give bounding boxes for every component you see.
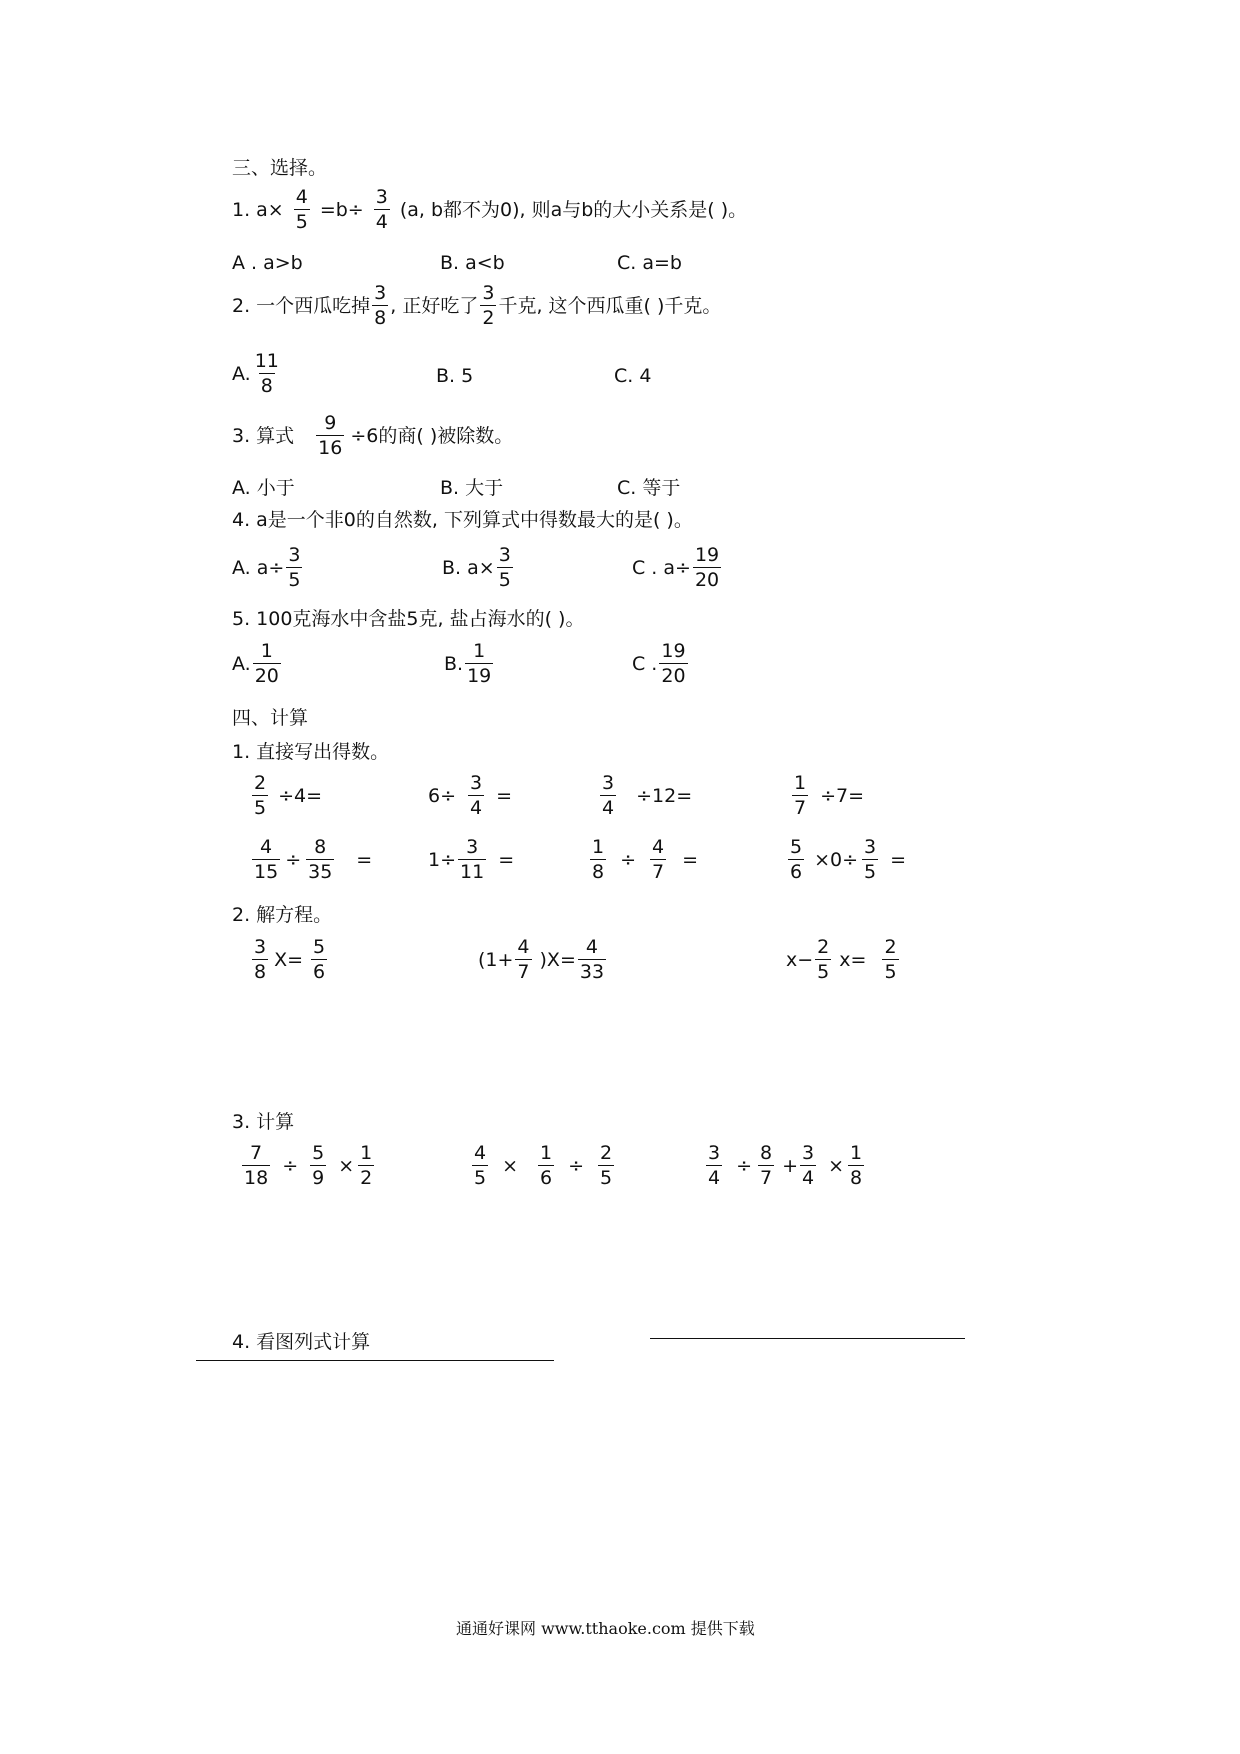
q5-option-c-label: C . [632, 652, 658, 675]
mental-calc-7 [588, 836, 698, 883]
operator: + [782, 1154, 799, 1177]
fraction [882, 936, 898, 983]
question-5: 5. 100克海水中含盐5克, 盐占海水的( )。 [232, 608, 585, 630]
expression-head: 1÷ [428, 848, 457, 871]
fraction [800, 1142, 816, 1189]
fraction [311, 936, 327, 983]
numerator: 4 [517, 936, 530, 958]
numerator: 3 [374, 282, 387, 304]
question-4: 4. a是一个非0的自然数, 下列算式中得数最大的是( )。 [232, 509, 693, 531]
numerator: 8 [760, 1142, 773, 1164]
fraction [310, 1142, 326, 1189]
denominator: 8 [850, 1167, 863, 1189]
fraction [815, 936, 831, 983]
part-4-title: 4. 看图列式计算 [232, 1331, 371, 1353]
denominator: 5 [498, 569, 511, 591]
numerator: 3 [470, 772, 483, 794]
fraction [515, 936, 531, 983]
expression-tail: = [356, 848, 373, 871]
q2-fraction-2 [480, 282, 496, 329]
denominator: 5 [288, 569, 301, 591]
question-3 [232, 412, 513, 459]
numerator: 3 [375, 186, 388, 208]
q4-option-c-label: C . a÷ [632, 556, 691, 579]
operator: ÷ [736, 1154, 753, 1177]
section-3-title: 三、选择。 [232, 157, 328, 179]
denominator: 2 [482, 307, 495, 329]
q2-option-b: B. 5 [436, 365, 474, 387]
denominator: 4 [375, 211, 388, 233]
q4-option-a-fraction [286, 544, 302, 591]
q1-prefix: 1. a× [232, 198, 284, 221]
numerator: 19 [694, 544, 720, 566]
q4-option-b-label: B. a× [442, 556, 495, 579]
calc-3 [704, 1142, 866, 1189]
part-1-title: 1. 直接写出得数。 [232, 741, 390, 763]
denominator: 8 [254, 961, 267, 983]
q2-prefix: 2. 一个西瓜吃掉 [232, 294, 371, 317]
fraction [578, 936, 606, 983]
fraction [706, 1142, 722, 1189]
q5-option-a-label: A. [232, 652, 251, 675]
part-2-title: 2. 解方程。 [232, 904, 333, 926]
q1-option-b: B. a<b [440, 252, 505, 274]
equation-1 [250, 936, 329, 983]
q5-option-a-fraction [253, 640, 281, 687]
q4-option-b-fraction [497, 544, 513, 591]
diagram-line-left [196, 1360, 554, 1361]
q2-suffix: 千克, 这个西瓜重( )千克。 [498, 294, 722, 317]
operator: × [502, 1154, 519, 1177]
q5-option-b-label: B. [444, 652, 464, 675]
numerator: 2 [884, 936, 897, 958]
fraction [458, 836, 486, 883]
fraction [252, 936, 268, 983]
q5-option-c-fraction [659, 640, 687, 687]
operator: ÷ [285, 848, 302, 871]
denominator: 5 [295, 211, 308, 233]
denominator: 20 [694, 569, 720, 591]
operator: × [338, 1154, 355, 1177]
mental-calc-4 [790, 772, 864, 819]
denominator: 5 [254, 797, 267, 819]
q2-fraction-1 [372, 282, 388, 329]
fraction [468, 772, 484, 819]
q4-option-c [632, 544, 723, 591]
denominator: 9 [312, 1167, 325, 1189]
q3-option-a: A. 小于 [232, 477, 295, 499]
denominator: 5 [864, 861, 877, 883]
numerator: 3 [708, 1142, 721, 1164]
mental-calc-3 [598, 772, 692, 819]
denominator: 8 [592, 861, 605, 883]
operator: ÷ [620, 848, 637, 871]
numerator: 4 [652, 836, 665, 858]
footer-text: 通通好课网 www.tthaoke.com 提供下载 [456, 1619, 755, 1638]
denominator: 4 [470, 797, 483, 819]
part-3-title: 3. 计算 [232, 1111, 295, 1133]
q5-option-c [632, 640, 690, 687]
numerator: 3 [602, 772, 615, 794]
numerator: 8 [314, 836, 327, 858]
numerator: 1 [794, 772, 807, 794]
fraction [598, 1142, 614, 1189]
numerator: 1 [473, 640, 486, 662]
diagram-line-right [650, 1338, 965, 1339]
denominator: 8 [260, 375, 273, 397]
q4-option-a [232, 544, 304, 591]
numerator: 3 [802, 1142, 815, 1164]
denominator: 35 [308, 861, 333, 883]
calc-2 [470, 1142, 616, 1189]
fraction [358, 1142, 374, 1189]
fraction [650, 836, 666, 883]
numerator: 9 [324, 412, 337, 434]
calc-1 [240, 1142, 376, 1189]
equation-head: x− [786, 948, 814, 971]
q4-option-c-fraction [693, 544, 721, 591]
numerator: 11 [254, 350, 279, 372]
mental-calc-5 [250, 836, 372, 883]
equation-middle: x= [839, 948, 867, 971]
numerator: 7 [250, 1142, 263, 1164]
numerator: 1 [540, 1142, 553, 1164]
denominator: 4 [602, 797, 615, 819]
numerator: 3 [482, 282, 495, 304]
expression-tail: = [496, 784, 513, 807]
denominator: 33 [579, 961, 605, 983]
q5-option-b-fraction [465, 640, 493, 687]
denominator: 5 [884, 961, 897, 983]
q1-middle: =b÷ [319, 198, 364, 221]
equation-2 [478, 936, 608, 983]
numerator: 2 [817, 936, 830, 958]
equation-middle: X= [274, 948, 304, 971]
fraction [252, 772, 268, 819]
numerator: 2 [254, 772, 267, 794]
question-2 [232, 282, 721, 329]
numerator: 3 [288, 544, 301, 566]
denominator: 6 [790, 861, 803, 883]
denominator: 4 [802, 1167, 815, 1189]
q3-prefix: 3. 算式 [232, 424, 295, 447]
fraction [848, 1142, 864, 1189]
denominator: 6 [540, 1167, 553, 1189]
denominator: 2 [360, 1167, 373, 1189]
denominator: 16 [318, 437, 343, 459]
denominator: 20 [661, 665, 686, 687]
fraction [792, 772, 808, 819]
expression-tail: ÷12= [636, 784, 693, 807]
operator: ÷ [282, 1154, 299, 1177]
q5-option-a [232, 640, 283, 687]
fraction [252, 836, 280, 883]
q2-option-a-label: A. [232, 362, 251, 385]
section-4-title: 四、计算 [232, 707, 309, 729]
numerator: 2 [600, 1142, 613, 1164]
q1-fraction-2 [374, 186, 390, 233]
numerator: 4 [474, 1142, 487, 1164]
operator: × [828, 1154, 845, 1177]
denominator: 15 [254, 861, 279, 883]
denominator: 5 [600, 1167, 613, 1189]
operator: ÷ [568, 1154, 585, 1177]
q3-option-c: C. 等于 [617, 477, 681, 499]
denominator: 4 [708, 1167, 721, 1189]
numerator: 3 [498, 544, 511, 566]
numerator: 3 [864, 836, 877, 858]
q1-suffix: (a, b都不为0), 则a与b的大小关系是( )。 [399, 198, 748, 221]
q2-option-a [232, 350, 283, 397]
q3-option-b: B. 大于 [440, 477, 504, 499]
fraction [590, 836, 606, 883]
question-1 [232, 186, 747, 233]
denominator: 19 [467, 665, 492, 687]
numerator: 3 [466, 836, 479, 858]
denominator: 7 [760, 1167, 773, 1189]
q1-option-c: C. a=b [617, 252, 682, 274]
fraction [600, 772, 616, 819]
denominator: 7 [794, 797, 807, 819]
fraction [758, 1142, 774, 1189]
operator: ×0÷ [814, 848, 859, 871]
denominator: 20 [254, 665, 279, 687]
mental-calc-1 [250, 772, 322, 819]
fraction [242, 1142, 270, 1189]
numerator: 1 [592, 836, 605, 858]
q2-option-c: C. 4 [614, 365, 652, 387]
denominator: 11 [460, 861, 485, 883]
q5-option-b [444, 640, 495, 687]
denominator: 8 [374, 307, 387, 329]
numerator: 1 [260, 640, 273, 662]
numerator: 1 [360, 1142, 373, 1164]
fraction [862, 836, 878, 883]
denominator: 5 [474, 1167, 487, 1189]
numerator: 4 [260, 836, 273, 858]
q4-option-a-label: A. a÷ [232, 556, 285, 579]
denominator: 6 [313, 961, 326, 983]
q1-option-a: A . a>b [232, 252, 303, 274]
mental-calc-6 [428, 836, 514, 883]
expression-tail: ÷4= [278, 784, 323, 807]
q2-option-a-fraction [253, 350, 281, 397]
numerator: 5 [312, 1142, 325, 1164]
fraction [788, 836, 804, 883]
mental-calc-2 [428, 772, 512, 819]
denominator: 5 [817, 961, 830, 983]
numerator: 5 [790, 836, 803, 858]
denominator: 18 [244, 1167, 269, 1189]
q1-fraction-1 [294, 186, 310, 233]
denominator: 7 [652, 861, 665, 883]
numerator: 4 [295, 186, 308, 208]
equation-middle: )X= [539, 948, 576, 971]
q2-middle: , 正好吃了 [390, 294, 479, 317]
equation-3 [786, 936, 901, 983]
q3-suffix: ÷6的商( )被除数。 [350, 424, 514, 447]
expression-tail: = [498, 848, 515, 871]
expression-tail: = [890, 848, 907, 871]
q4-option-b [442, 544, 515, 591]
fraction [538, 1142, 554, 1189]
expression-tail: ÷7= [820, 784, 865, 807]
numerator: 19 [661, 640, 686, 662]
fraction [472, 1142, 488, 1189]
q3-fraction [316, 412, 344, 459]
expression-head: 6÷ [428, 784, 457, 807]
numerator: 4 [585, 936, 599, 958]
numerator: 3 [254, 936, 267, 958]
denominator: 7 [517, 961, 530, 983]
expression-tail: = [682, 848, 699, 871]
numerator: 5 [313, 936, 326, 958]
mental-calc-8 [786, 836, 906, 883]
numerator: 1 [850, 1142, 863, 1164]
equation-head: (1+ [478, 948, 514, 971]
fraction [306, 836, 334, 883]
